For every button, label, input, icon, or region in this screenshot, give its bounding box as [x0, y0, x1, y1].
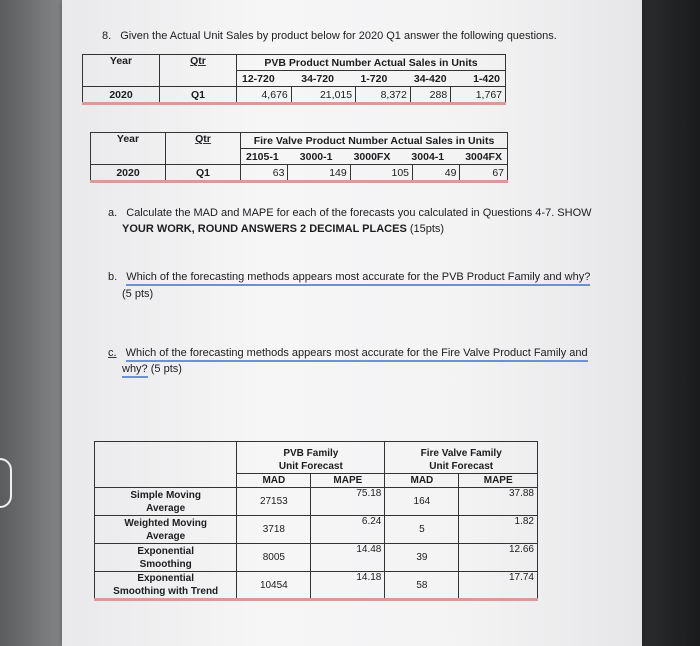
- method-name: Weighted Moving: [124, 517, 207, 529]
- table-row: [95, 572, 538, 600]
- fire-mape-value: 37.88: [459, 488, 538, 516]
- table-row: [95, 488, 538, 516]
- pvb-mad-value: 10454: [237, 572, 311, 600]
- pvb-value: 21,015: [291, 87, 355, 104]
- fire-mape-value: 1.82: [459, 516, 538, 544]
- fire-mad-value: 39: [385, 544, 459, 572]
- pvb-mad-value: 3718: [237, 516, 311, 544]
- method-name: Exponential: [137, 545, 195, 557]
- fire-product: 3004FX: [465, 150, 502, 163]
- pvb-product: 1-420: [473, 72, 500, 85]
- fire-product: 3004-1: [411, 150, 445, 163]
- fire-year: 2020: [91, 165, 166, 182]
- pvb-value: 288: [410, 87, 450, 104]
- pvb-product: 34-420: [413, 72, 447, 85]
- part-c-line1: [108, 347, 588, 359]
- fire-mad-header: MAD: [385, 474, 459, 488]
- part-a-text: Calculate the MAD and MAPE for each of the forecasts you calculated in Questions 4-7. SHOW: [126, 207, 592, 219]
- background-left: [0, 0, 70, 646]
- pvb-mad-value: 8005: [237, 544, 311, 572]
- fire-mape-header: MAPE: [459, 474, 538, 488]
- pvb-mape-value: 75.18: [311, 488, 385, 516]
- pvb-year-header: Year: [83, 55, 160, 87]
- part-a-points: (15pts): [409, 223, 445, 235]
- pvb-mape-header: MAPE: [311, 474, 385, 488]
- fire-mad-value: 58: [385, 572, 459, 600]
- fire-mape-value: 12.66: [459, 544, 538, 572]
- fire-valve-sales-table: [90, 132, 508, 183]
- fire-table-title: Fire Valve Product Number Actual Sales in Units: [241, 133, 508, 149]
- method-name-cont: Average: [146, 502, 186, 514]
- pvb-sales-table: [82, 54, 506, 105]
- table-row: [95, 516, 538, 544]
- worksheet-page: [62, 0, 642, 646]
- pvb-qtr: Q1: [160, 87, 237, 104]
- fire-value: 63: [241, 165, 288, 182]
- pvb-mape-value: 14.48: [311, 544, 385, 572]
- question-heading: [102, 30, 557, 42]
- pvb-product: 12-720: [242, 72, 275, 85]
- part-c-text: Which of the forecasting methods appears most accurate for the Fire Valve Product Family and: [126, 347, 588, 362]
- fire-qtr-header: Qtr: [195, 133, 211, 145]
- pvb-year: 2020: [83, 87, 160, 104]
- fire-year-header: Year: [91, 133, 166, 165]
- fire-value: 67: [460, 165, 508, 182]
- part-a-line2: [122, 223, 444, 235]
- part-a-label: a.: [108, 207, 118, 219]
- pvb-value: 1,767: [451, 87, 506, 104]
- part-c-why: why?: [122, 363, 148, 378]
- pvb-product: 34-720: [301, 72, 334, 85]
- pvb-product: 1-720: [360, 72, 388, 85]
- part-c-line2: [122, 363, 182, 375]
- pvb-mape-value: 6.24: [311, 516, 385, 544]
- pvb-mape-value: 14.18: [311, 572, 385, 600]
- fire-product: 2105-1: [246, 150, 279, 163]
- part-a-emphasis: YOUR WORK, ROUND ANSWERS 2 DECIMAL PLACES: [122, 223, 407, 235]
- method-name-cont: Smoothing with Trend: [113, 586, 219, 597]
- part-b-label: b.: [108, 271, 118, 283]
- fire-mad-value: 164: [385, 488, 459, 516]
- method-name: Exponential: [137, 573, 195, 584]
- question-number: 8.: [102, 30, 112, 42]
- binder-ring: [0, 458, 12, 508]
- fire-product: 3000-1: [299, 150, 333, 163]
- fire-mape-value: 17.74: [459, 572, 538, 600]
- pvb-mad-value: 27153: [237, 488, 311, 516]
- part-b-line1: [108, 271, 590, 283]
- method-name-cont: Smoothing: [139, 558, 192, 570]
- forecast-accuracy-table: [94, 441, 538, 601]
- pvb-value: 4,676: [237, 87, 292, 104]
- method-name: Simple Moving: [130, 489, 201, 501]
- question-text: Given the Actual Unit Sales by product below for 2020 Q1 answer the following questions.: [120, 30, 557, 42]
- fire-qtr: Q1: [166, 165, 241, 182]
- fire-product: 3000FX: [353, 150, 391, 163]
- pvb-value: 8,372: [356, 87, 411, 104]
- table-row: [95, 544, 538, 572]
- pvb-mad-header: MAD: [237, 474, 311, 488]
- fire-family-header: Fire Valve Family: [420, 448, 502, 459]
- part-c-label: c.: [108, 347, 117, 359]
- part-b-text: Which of the forecasting methods appears most accurate for the PVB Product Family and why?: [126, 271, 590, 286]
- part-a-line1: [108, 207, 592, 219]
- fire-unit-forecast-header: Unit Forecast: [429, 461, 494, 472]
- fire-value: 49: [413, 165, 460, 182]
- fire-value: 149: [288, 165, 350, 182]
- part-b-points: (5 pts): [122, 288, 154, 300]
- pvb-table-title: PVB Product Number Actual Sales in Units: [237, 55, 506, 71]
- background-right: [640, 0, 700, 646]
- pvb-family-header: PVB Family: [283, 448, 339, 459]
- pvb-unit-forecast-header: Unit Forecast: [278, 461, 343, 472]
- pvb-qtr-header: Qtr: [190, 55, 206, 67]
- fire-mad-value: 5: [385, 516, 459, 544]
- method-name-cont: Average: [146, 530, 186, 542]
- part-c-points: (5 pts): [150, 363, 182, 375]
- fire-value: 105: [350, 165, 412, 182]
